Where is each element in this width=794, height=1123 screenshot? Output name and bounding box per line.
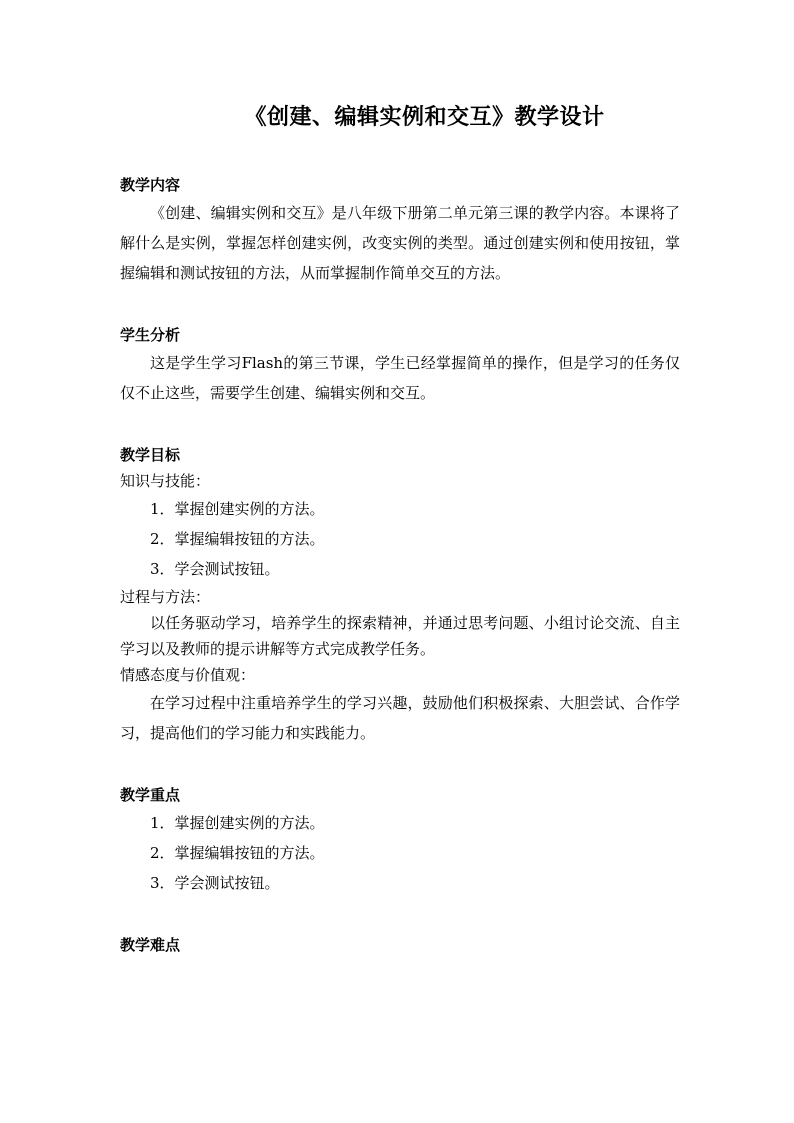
list-key-points	[120, 808, 680, 898]
label-knowledge-skills: 知识与技能：	[120, 472, 211, 490]
paragraph-teaching-content: 《创建、编辑实例和交互》是八年级下册第二单元第三课的教学内容。本课将了解什么是实例，掌握怎样创建实例，改变实例的类型。通过创建实例和使用按钮，掌握编辑和测试按钮的方法，从而掌握制作简单交互的方法。	[120, 204, 680, 282]
spacer	[120, 898, 680, 932]
section-student-analysis	[120, 322, 680, 408]
paragraph-process-methods: 以任务驱动学习，培养学生的探索精神，并通过思考问题、小组讨论交流、自主学习以及教师的提示讲解等方式完成教学任务。	[120, 614, 680, 658]
document-title: 《创建、编辑实例和交互》教学设计	[244, 104, 605, 130]
heading-difficulties: 教学难点	[120, 936, 181, 954]
spacer	[120, 288, 680, 322]
list-item: 1．掌握创建实例的方法。	[150, 500, 325, 518]
heading-key-points: 教学重点	[120, 786, 181, 804]
list-item: 1．掌握创建实例的方法。	[150, 814, 325, 832]
list-item: 3．学会测试按钮。	[150, 560, 280, 578]
section-difficulties	[120, 932, 680, 958]
spacer	[120, 408, 680, 442]
section-key-points	[120, 782, 680, 898]
paragraph-student-analysis: 这是学生学习Flash的第三节课，学生已经掌握简单的操作，但是学习的任务仅仅不止这些，需要学生创建、编辑实例和交互。	[120, 354, 680, 402]
section-teaching-objectives	[120, 442, 680, 748]
paragraph-attitude-values: 在学习过程中注重培养学生的学习兴趣，鼓励他们积极探索、大胆尝试、合作学习，提高他们的学习能力和实践能力。	[120, 694, 680, 742]
heading-teaching-objectives: 教学目标	[120, 446, 181, 464]
label-process-methods: 过程与方法：	[120, 588, 211, 606]
list-item: 2．掌握编辑按钮的方法。	[150, 530, 325, 548]
section-teaching-content	[120, 172, 680, 288]
heading-teaching-content: 教学内容	[120, 176, 181, 194]
heading-student-analysis: 学生分析	[120, 326, 181, 344]
list-item: 2．掌握编辑按钮的方法。	[150, 844, 325, 862]
list-knowledge-skills	[120, 494, 680, 584]
document-body	[120, 172, 680, 958]
list-item: 3．学会测试按钮。	[150, 874, 280, 892]
spacer	[120, 748, 680, 782]
label-attitude-values: 情感态度与价值观：	[120, 666, 256, 684]
